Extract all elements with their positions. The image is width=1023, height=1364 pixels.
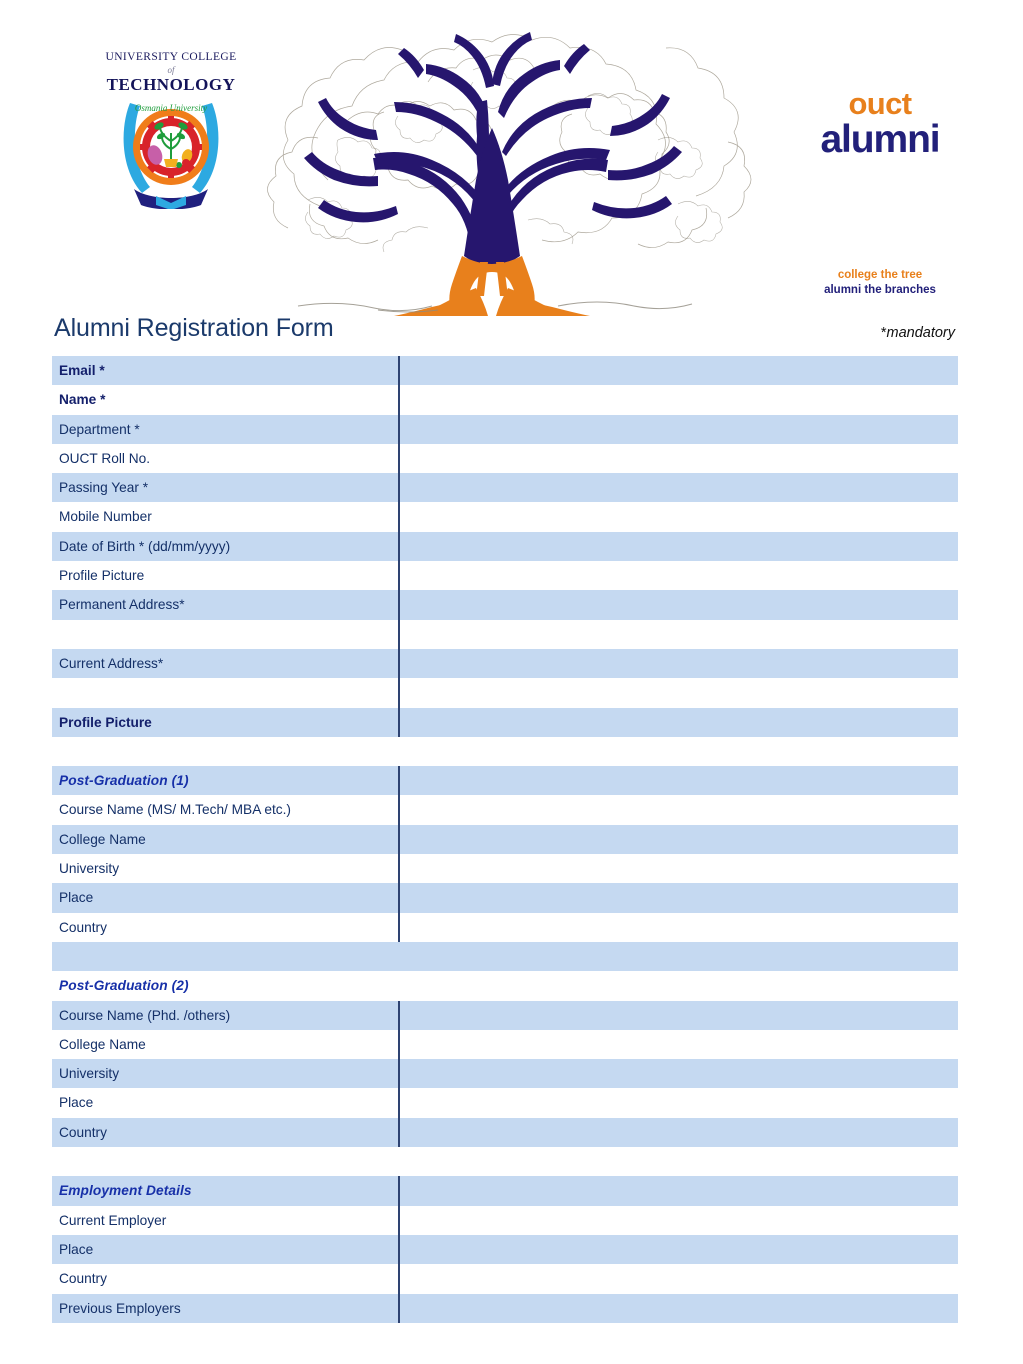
svg-text:Osmania University: Osmania University bbox=[134, 103, 208, 113]
column-divider bbox=[398, 532, 400, 561]
crest-word-of: of bbox=[167, 65, 175, 75]
field-label: OUCT Roll No. bbox=[59, 450, 151, 466]
field-label: Current Employer bbox=[59, 1212, 167, 1228]
field-label: College Name bbox=[59, 1036, 146, 1052]
crest-line-university-college: UNIVERSITY COLLEGE bbox=[105, 51, 237, 63]
column-divider bbox=[398, 1206, 400, 1235]
column-divider bbox=[398, 1001, 400, 1030]
mandatory-label: mandatory bbox=[886, 325, 955, 341]
column-divider bbox=[398, 708, 400, 737]
form-field-row bbox=[52, 1235, 958, 1264]
mandatory-asterisk: * bbox=[880, 325, 887, 341]
form-field-row bbox=[52, 795, 958, 824]
column-divider bbox=[398, 1176, 400, 1205]
brand-alumni-text: alumni bbox=[820, 118, 940, 162]
tagline-line-1: college the tree bbox=[837, 269, 923, 281]
form-spacer-row bbox=[52, 620, 958, 649]
field-label: University bbox=[59, 861, 120, 877]
field-label: Country bbox=[59, 1124, 107, 1140]
field-label: Course Name (Phd. /others) bbox=[59, 1007, 231, 1023]
column-divider bbox=[398, 561, 400, 590]
column-divider bbox=[398, 795, 400, 824]
field-label: Mobile Number bbox=[59, 509, 152, 525]
field-label: Profile Picture bbox=[59, 568, 145, 584]
column-divider bbox=[398, 649, 400, 678]
form-spacer-row bbox=[52, 1147, 958, 1176]
form-field-row bbox=[52, 473, 958, 502]
section-heading-label: Post-Graduation (2) bbox=[59, 978, 189, 994]
column-divider bbox=[398, 620, 400, 649]
form-spacer-row bbox=[52, 737, 958, 766]
page-title: Alumni Registration Form bbox=[54, 314, 334, 342]
form-section-heading-row bbox=[52, 1176, 958, 1205]
field-label: Permanent Address* bbox=[59, 597, 185, 613]
column-divider bbox=[398, 502, 400, 531]
form-field-row bbox=[52, 1264, 958, 1293]
field-label: University bbox=[59, 1066, 120, 1082]
column-divider bbox=[398, 1235, 400, 1264]
field-label: Country bbox=[59, 1271, 107, 1287]
form-field-row bbox=[52, 883, 958, 912]
section-heading-label: Employment Details bbox=[59, 1183, 192, 1199]
crest-line-technology: TECHNOLOGY bbox=[106, 75, 236, 94]
ouct-alumni-wordmark bbox=[790, 86, 970, 162]
column-divider bbox=[398, 1294, 400, 1323]
column-divider bbox=[398, 883, 400, 912]
form-field-row bbox=[52, 532, 958, 561]
field-label: Profile Picture bbox=[59, 714, 152, 730]
column-divider bbox=[398, 1059, 400, 1088]
column-divider bbox=[398, 473, 400, 502]
form-field-row bbox=[52, 1118, 958, 1147]
column-divider bbox=[398, 590, 400, 619]
form-section-heading-row bbox=[52, 971, 958, 1000]
column-divider bbox=[398, 1088, 400, 1117]
column-divider bbox=[398, 415, 400, 444]
column-divider bbox=[398, 913, 400, 942]
page-header bbox=[0, 0, 1023, 312]
field-label: Name * bbox=[59, 392, 106, 408]
form-field-row bbox=[52, 1030, 958, 1059]
column-divider bbox=[398, 825, 400, 854]
brand-tagline bbox=[790, 268, 970, 299]
field-label: Email * bbox=[59, 363, 105, 378]
column-divider bbox=[398, 1118, 400, 1147]
form-field-row bbox=[52, 385, 958, 414]
form-field-row bbox=[52, 415, 958, 444]
form-field-row bbox=[52, 649, 958, 678]
form-field-row bbox=[52, 1059, 958, 1088]
form-field-row bbox=[52, 356, 958, 385]
column-divider bbox=[398, 678, 400, 707]
form-field-row bbox=[52, 561, 958, 590]
field-label: Previous Employers bbox=[59, 1300, 181, 1316]
form-spacer-row bbox=[52, 942, 958, 971]
field-label: Place bbox=[59, 890, 94, 906]
field-label: Place bbox=[59, 1095, 94, 1111]
form-field-row bbox=[52, 854, 958, 883]
field-label: Place bbox=[59, 1241, 94, 1257]
form-field-row bbox=[52, 825, 958, 854]
banyan-tree-illustration bbox=[228, 0, 788, 318]
column-divider bbox=[398, 766, 400, 795]
field-label: Course Name (MS/ M.Tech/ MBA etc.) bbox=[59, 802, 291, 818]
form-section-heading-row bbox=[52, 766, 958, 795]
form-field-row bbox=[52, 590, 958, 619]
field-label: Passing Year * bbox=[59, 480, 149, 496]
field-label: Current Address* bbox=[59, 655, 164, 671]
field-label: Country bbox=[59, 919, 107, 935]
field-label: Department * bbox=[59, 421, 140, 437]
column-divider bbox=[398, 385, 400, 414]
mandatory-note bbox=[881, 325, 955, 341]
section-heading-label: Post-Graduation (1) bbox=[59, 773, 189, 789]
form-field-row bbox=[52, 1088, 958, 1117]
form-field-row bbox=[52, 1206, 958, 1235]
tagline-line-2: alumni the branches bbox=[824, 284, 936, 297]
brand-ouct-text: ouct bbox=[848, 86, 912, 121]
form-field-row bbox=[52, 1001, 958, 1030]
form-field-row bbox=[52, 502, 958, 531]
field-label: Date of Birth * (dd/mm/yyyy) bbox=[59, 538, 231, 554]
form-title-bar bbox=[0, 314, 1023, 356]
column-divider bbox=[398, 444, 400, 473]
registration-form-table bbox=[52, 356, 958, 1323]
column-divider bbox=[398, 356, 400, 385]
form-spacer-row bbox=[52, 678, 958, 707]
form-field-row bbox=[52, 444, 958, 473]
university-crest-logo bbox=[96, 45, 246, 210]
form-field-row bbox=[52, 1294, 958, 1323]
column-divider bbox=[398, 854, 400, 883]
column-divider bbox=[398, 1030, 400, 1059]
column-divider bbox=[398, 1264, 400, 1293]
crest-shield-icon bbox=[116, 97, 226, 209]
field-label: College Name bbox=[59, 831, 146, 847]
form-field-row bbox=[52, 708, 958, 737]
form-field-row bbox=[52, 913, 958, 942]
